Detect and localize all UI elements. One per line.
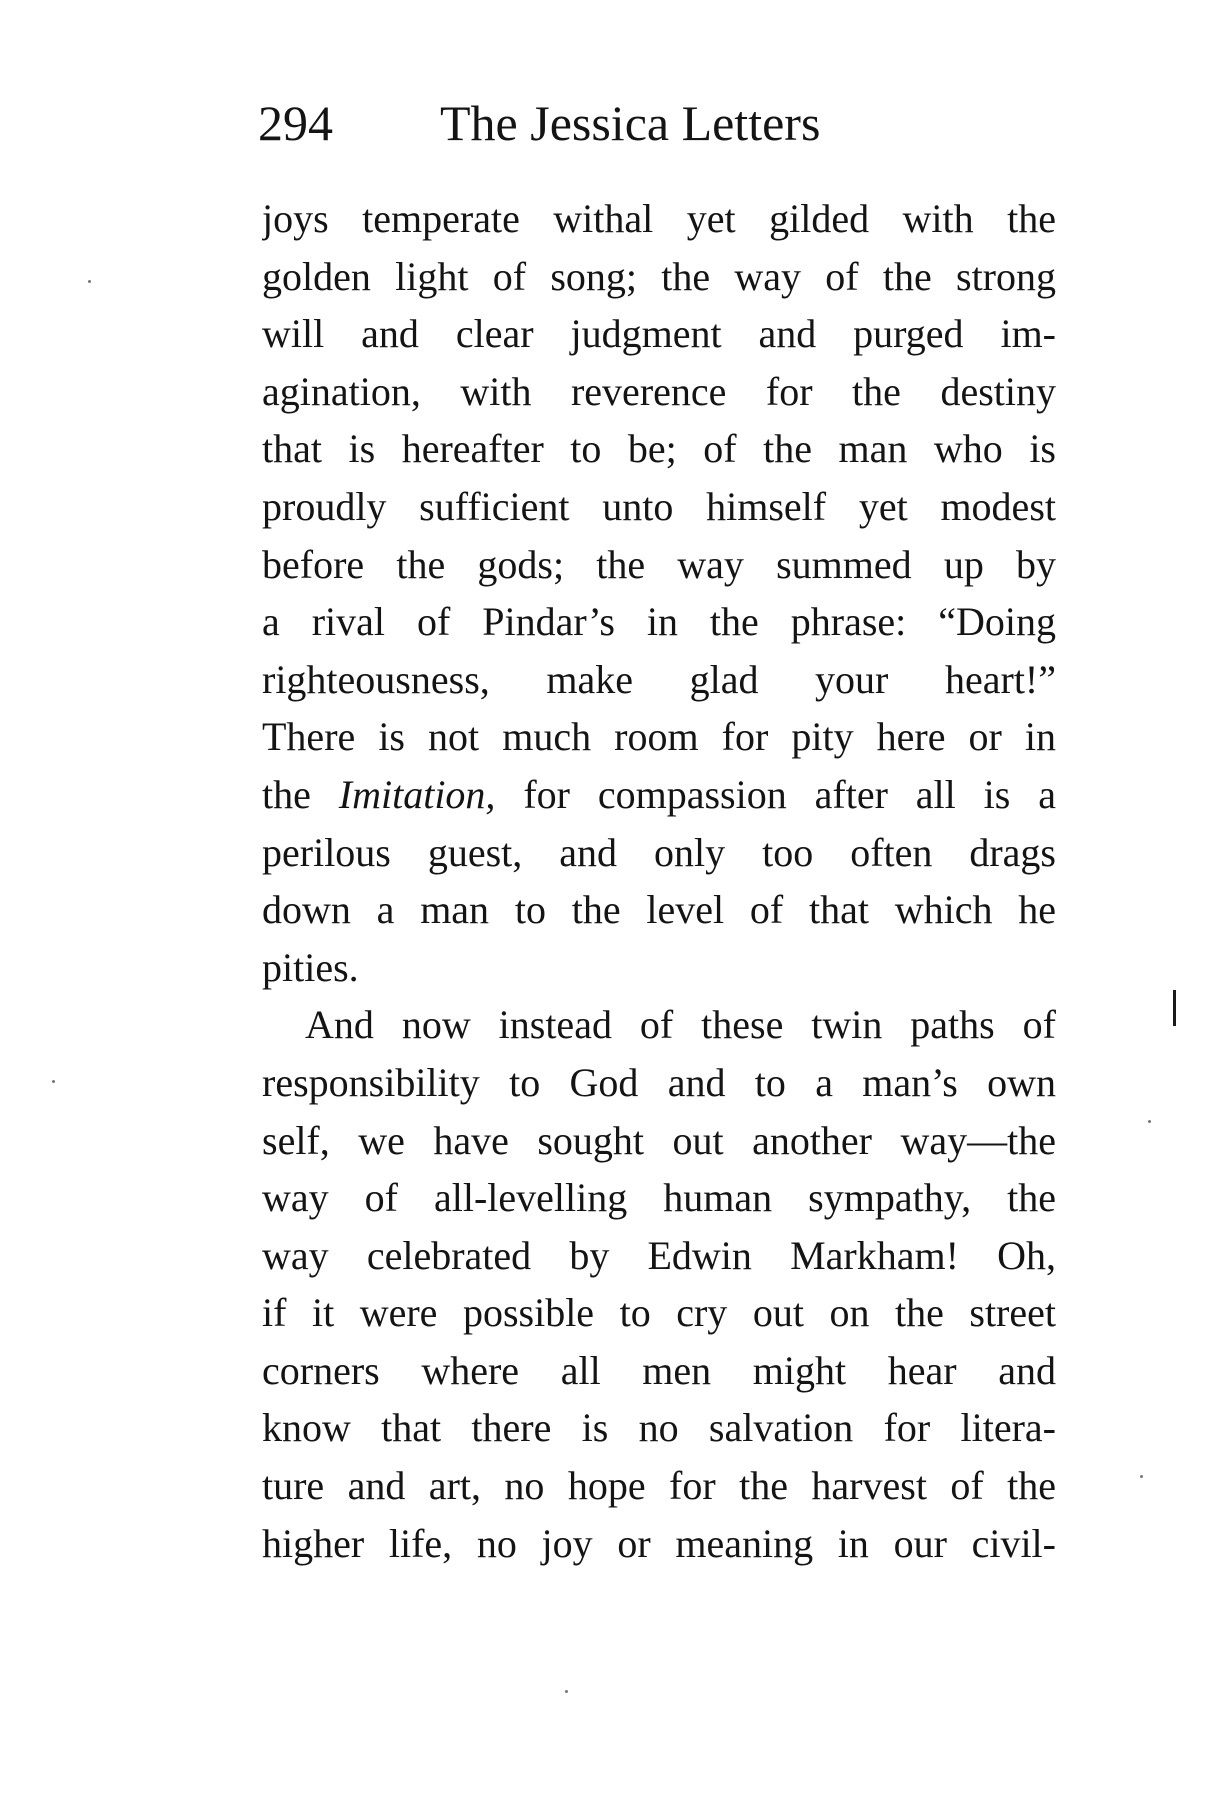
speck (88, 280, 91, 283)
text-line: agination, with reverence for the destiny (262, 368, 1056, 414)
book-title: The Jessica Letters (440, 95, 821, 151)
text-line: higher life, no joy or meaning in our civil- (262, 1520, 1056, 1566)
speck (565, 1690, 568, 1693)
speck (52, 1080, 55, 1083)
page-number: 294 (258, 95, 333, 151)
text-line: if it were possible to cry out on the street (262, 1290, 1056, 1336)
text-line: responsibility to God and to a man’s own (262, 1059, 1056, 1105)
running-head (258, 88, 1058, 158)
body-text (262, 190, 1056, 1572)
text-line: self, we have sought out another way—the (262, 1117, 1056, 1163)
text-line: down a man to the level of that which he (262, 887, 1056, 933)
speck (1140, 1475, 1143, 1478)
text-line (262, 766, 1056, 824)
text-line: ture and art, no hope for the harvest of the (262, 1463, 1056, 1509)
text-line: before the gods; the way summed up by (262, 541, 1056, 587)
text-line: joys temperate withal yet gilded with the (262, 196, 1056, 241)
text-line: will and clear judgment and purged im- (262, 311, 1056, 357)
text-line: golden light of song; the way of the strong (262, 253, 1056, 299)
speck (1148, 1120, 1151, 1123)
paragraph (262, 996, 1056, 1572)
text-segment: the (262, 771, 339, 817)
text-line: way celebrated by Edwin Markham! Oh, (262, 1232, 1056, 1278)
text-line: a rival of Pindar’s in the phrase: “Doing (262, 599, 1056, 645)
text-line: corners where all men might hear and (262, 1347, 1056, 1393)
text-line: pities. (262, 944, 359, 990)
margin-mark (1173, 990, 1176, 1026)
text-line: perilous guest, and only too often drags (262, 829, 1056, 875)
text-line: that is hereafter to be; of the man who is (262, 426, 1056, 472)
paragraph (262, 190, 1056, 996)
text-segment: for compassion after all is a (495, 771, 1056, 817)
text-line: righteousness, make glad your heart!” (262, 656, 1056, 702)
text-line: And now instead of these twin paths of (305, 1002, 1056, 1048)
text-line: know that there is no salvation for litera- (262, 1405, 1056, 1451)
text-line: way of all-levelling human sympathy, the (262, 1175, 1056, 1221)
text-line: There is not much room for pity here or in (262, 714, 1056, 760)
italic-title: Imitation, (338, 771, 496, 817)
text-line: proudly sufficient unto himself yet modest (262, 483, 1056, 529)
